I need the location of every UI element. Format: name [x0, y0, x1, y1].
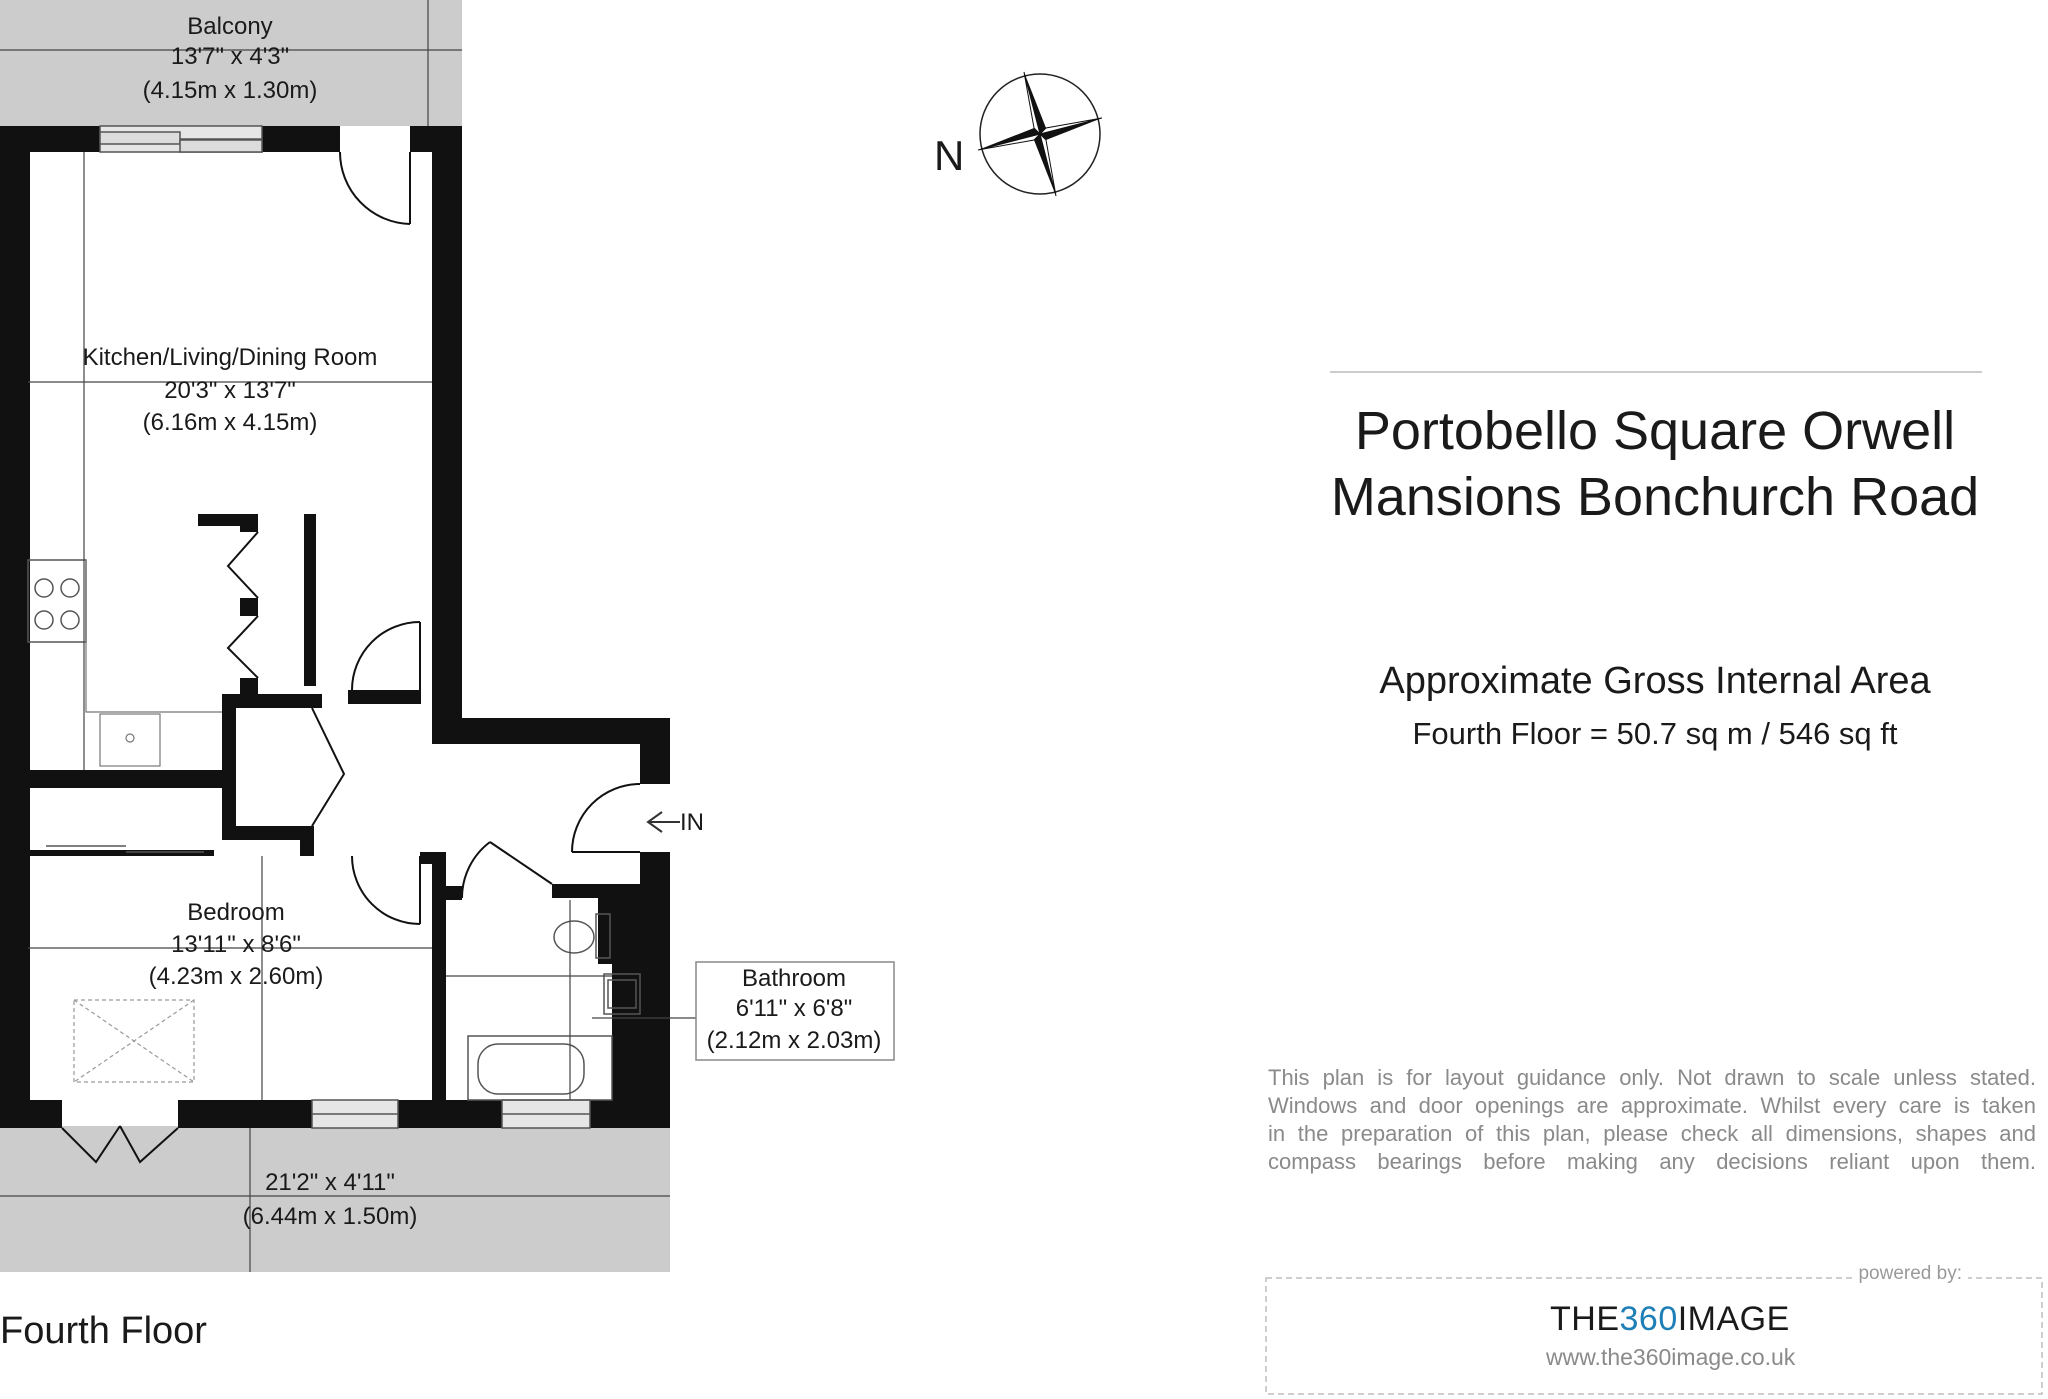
disclaimer-line: compass bearings before making any decisions reliant upon them.: [1268, 1149, 2036, 1174]
bathroom-size-metric: (2.12m x 2.03m): [706, 1027, 882, 1054]
balcony-top-size-metric: (4.15m x 1.30m): [142, 77, 318, 104]
brand-name-part-3: IMAGE: [1677, 1300, 1790, 1338]
property-title: [1290, 398, 2020, 530]
balcony-bottom-size-metric: (6.44m x 1.50m): [242, 1203, 418, 1230]
floor-area-value: Fourth Floor = 50.7 sq m / 546 sq ft: [1412, 716, 1898, 751]
property-title-line-1: Portobello Square Orwell: [1354, 401, 1956, 461]
interior-floor: [28, 152, 640, 1100]
bedroom-size-imperial: 13'11" x 8'6": [171, 931, 301, 958]
branding: [1266, 1278, 2048, 1396]
balcony-bottom-size-imperial: 21'2" x 4'11": [265, 1169, 395, 1196]
brand-logo-text: [1550, 1300, 1790, 1339]
compass-rose-icon: [978, 72, 1102, 196]
disclaimer-line: in the preparation of this plan, please check all dimensions, shapes and: [1268, 1121, 2036, 1146]
balcony-bottom-area: [0, 1126, 670, 1272]
balcony-top-name: Balcony: [187, 13, 273, 40]
balcony-top-size-imperial: 13'7" x 4'3": [170, 43, 290, 70]
entrance-arrow-icon: [648, 812, 680, 832]
powered-by-label: powered by:: [1852, 1263, 1968, 1285]
gross-internal-area-heading: Approximate Gross Internal Area: [1379, 660, 1931, 702]
brand-url-link[interactable]: www.the360image.co.uk: [1546, 1344, 1796, 1370]
kitchen-size-metric: (6.16m x 4.15m): [142, 409, 318, 436]
kitchen-size-imperial: 20'3" x 13'7": [164, 377, 296, 404]
entrance-label: IN: [680, 809, 704, 836]
brand-name-part-2: 360: [1619, 1300, 1678, 1338]
brand-name-part-1: THE: [1550, 1300, 1620, 1338]
bathroom-size-imperial: 6'11" x 6'8": [735, 995, 853, 1022]
bedroom-name: Bedroom: [187, 899, 285, 926]
bedroom-size-metric: (4.23m x 2.60m): [148, 963, 324, 990]
disclaimer: [1268, 1064, 2036, 1176]
kitchen-name: Kitchen/Living/Dining Room: [82, 344, 378, 371]
floor-label: Fourth Floor: [0, 1310, 207, 1352]
property-title-line-2: Mansions Bonchurch Road: [1330, 467, 1980, 527]
disclaimer-line: Windows and door openings are approximate. Whilst every care is taken: [1268, 1093, 2036, 1118]
disclaimer-line: This plan is for layout guidance only. Not drawn to scale unless stated.: [1268, 1065, 2036, 1090]
bathroom-name: Bathroom: [741, 965, 847, 992]
compass-north-label: N: [934, 132, 965, 179]
